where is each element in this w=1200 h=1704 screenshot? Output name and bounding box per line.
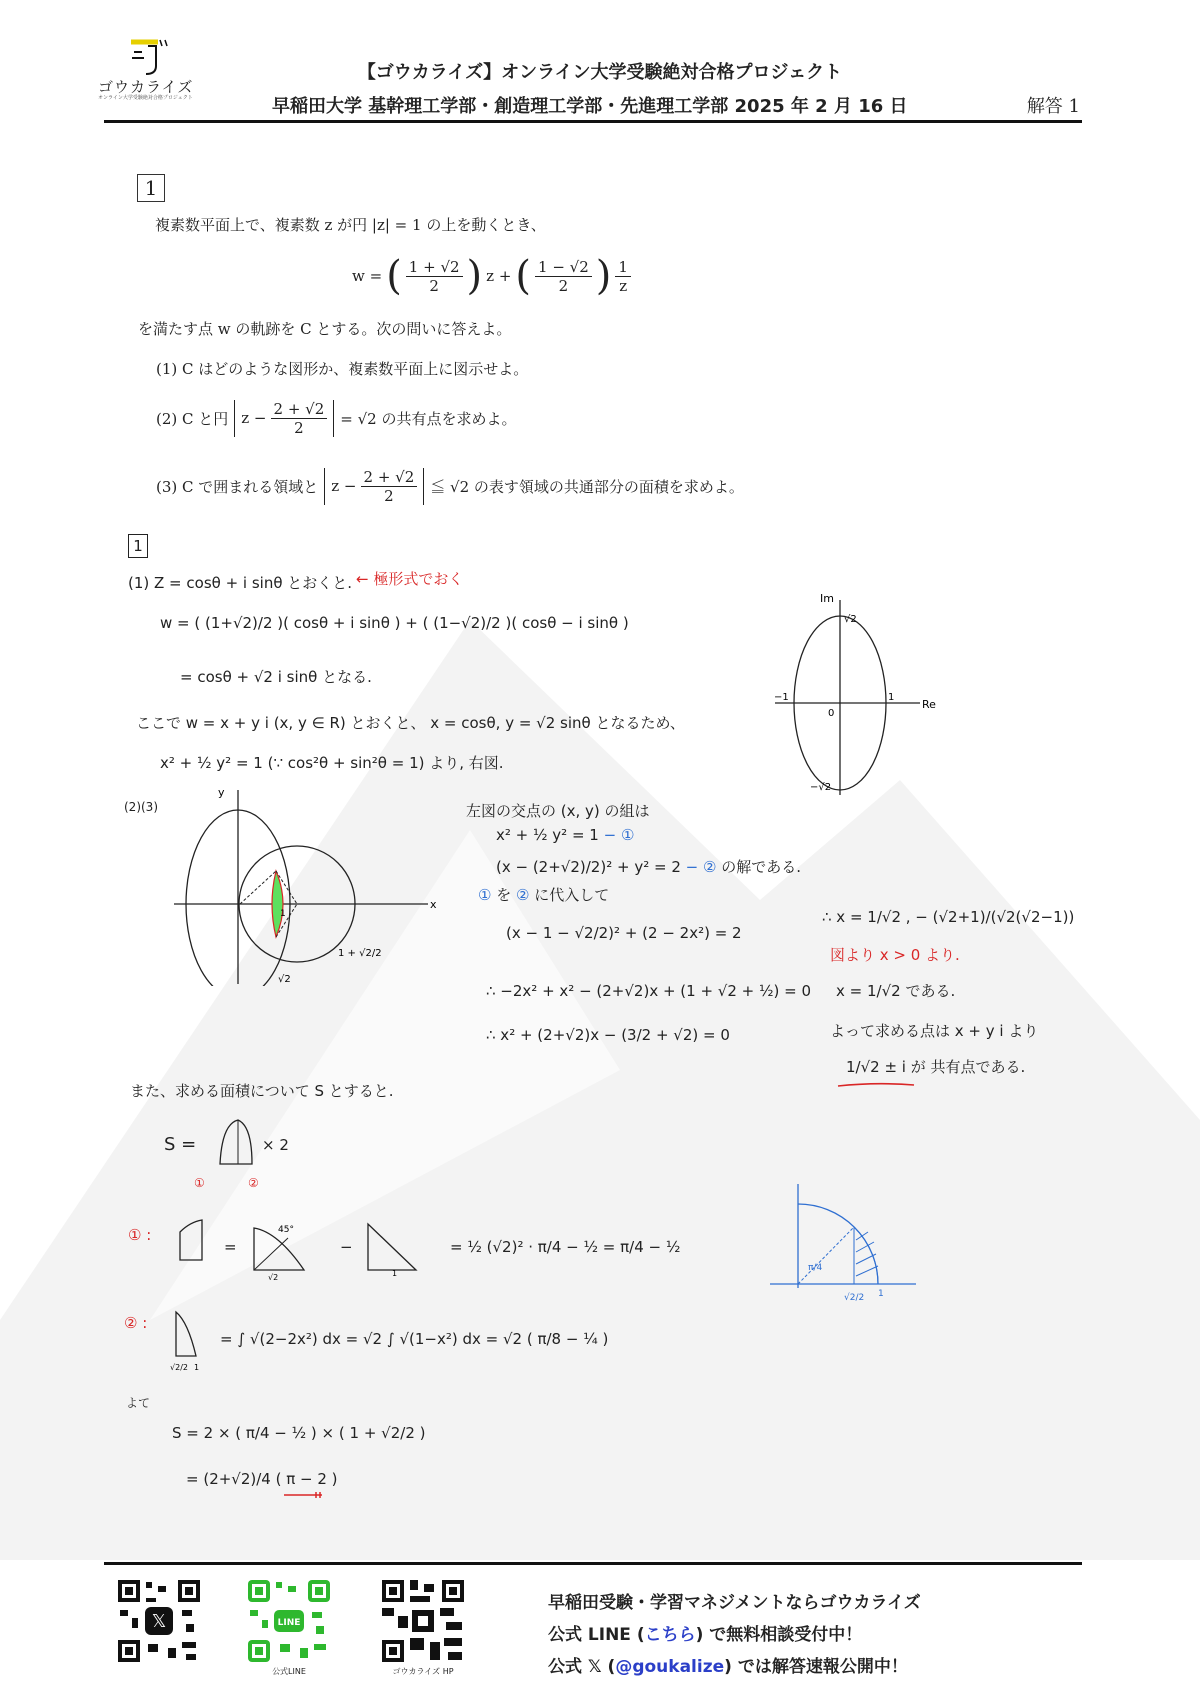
sol-r7: ∴ x² + (2+√2)x − (3/2 + √2) = 0: [486, 1026, 730, 1044]
sector-shape-icon: [248, 1218, 314, 1280]
lens-label-2: ②: [248, 1176, 259, 1190]
sol-note: ← 極形式でおく: [356, 570, 464, 588]
line-link[interactable]: こちら: [644, 1625, 696, 1645]
logo-text: ゴウカライズ: [98, 78, 194, 96]
sol-r2: x² + ½ y² = 1 − ①: [496, 826, 635, 844]
qr-x-icon[interactable]: [116, 1578, 202, 1664]
area2-shape-icon: [170, 1304, 204, 1374]
sol-s1: ∴ x = 1/√2 , − (√2+1)/(√2(√2−1)): [822, 908, 1075, 926]
problem-number: 1: [137, 174, 165, 202]
sol-line4: ここで w = x + y i (x, y ∈ R) とおくと、 x = cosθ, y = √2 sinθ となるため、: [136, 714, 685, 732]
final-underline: [282, 1490, 326, 1500]
sol-line5: x² + ½ y² = 1 (∵ cos²θ + sin²θ = 1) より, 右図.: [160, 754, 504, 772]
eq-zplus: z +: [486, 267, 512, 285]
area1-shape-icon: [176, 1216, 206, 1264]
sol-s4: よって求める点は x + y i より: [830, 1022, 1039, 1040]
question-3: (3) C で囲まれる領域と z − $\frac{2 + √2}{2}$ ≦ √2 の表す領域の共通部分の面積を求めよ。: [156, 467, 744, 505]
sol-r1: 左図の交点の (x, y) の組は: [466, 802, 650, 820]
footer-line2: 公式 LINE (こちら) で無料相談受付中！: [548, 1625, 863, 1645]
triangle-shape-icon: [362, 1216, 422, 1276]
area1-eq: =: [224, 1238, 237, 1256]
svg-text:√2: √2: [268, 1273, 279, 1280]
area1-result: = ½ (√2)² · π/4 − ½ = π/4 − ½: [450, 1238, 681, 1256]
svg-text:𝕏: 𝕏: [151, 1611, 167, 1632]
area2-result: = ∫ √(2−2x²) dx = √2 ∫ √(1−x²) dx = √2 ( π/8 − ¼ ): [220, 1330, 609, 1348]
qr-homepage-icon[interactable]: [380, 1578, 466, 1664]
svg-text:1: 1: [392, 1269, 398, 1276]
solution-box: 1: [128, 534, 148, 558]
eq-frac2: $\frac{1 - √2}{2}$: [535, 258, 592, 295]
qr-line-label: 公式LINE: [272, 1667, 306, 1676]
page-label: 解答 1: [1026, 96, 1080, 117]
svg-text:√2: √2: [844, 614, 857, 625]
circles-graph: [170, 786, 445, 986]
svg-text:π/4: π/4: [808, 1263, 823, 1273]
problem-equation: w = ( $\frac{1 + √2}{2}$ ) z + ( $\frac{1 - √2}{2}$ ) $\frac{1}{z}$: [352, 246, 631, 306]
page-subtitle: 早稲田大学 基幹理工学部・創造理工学部・先進理工学部 2025 年 2 月 16 日: [272, 96, 908, 117]
eq-frac1: $\frac{1 + √2}{2}$: [406, 258, 463, 295]
svg-text:y: y: [218, 786, 225, 799]
svg-text:−√2: −√2: [810, 782, 832, 793]
svg-text:1 + √2/2: 1 + √2/2: [338, 948, 382, 959]
area2-label: ② :: [124, 1314, 148, 1332]
svg-text:1: 1: [878, 1289, 884, 1299]
footer-line1: 早稲田受験・学習マネジメントならゴウカライズ: [548, 1593, 921, 1613]
s-equals: S =: [164, 1134, 197, 1155]
eq-inverse: $\frac{1}{z}$: [615, 258, 631, 295]
sol-s2: 図より x > 0 より.: [830, 946, 960, 964]
svg-text:Re: Re: [922, 698, 936, 711]
page-title: 【ゴウカライズ】オンライン大学受験絶対合格プロジェクト: [357, 62, 843, 83]
svg-text:0: 0: [828, 708, 835, 719]
sol-line3: = cosθ + √2 i sinθ となる.: [180, 668, 372, 686]
question-1: (1) C はどのような図形か、複素数平面上に図示せよ。: [156, 360, 529, 378]
svg-text:−1: −1: [774, 692, 789, 703]
qr-line-icon[interactable]: [246, 1578, 332, 1664]
svg-text:Im: Im: [820, 592, 834, 605]
qr-homepage-label: ゴウカライズ HP: [392, 1667, 454, 1676]
svg-text:1: 1: [888, 692, 895, 703]
x-account-link[interactable]: @goukalize: [615, 1657, 725, 1677]
sol-line1: (1) Z = cosθ + i sinθ とおくと.: [128, 574, 353, 592]
angle-45-label: 45°: [278, 1225, 294, 1235]
sol-r5: (x − 1 − √2/2)² + (2 − 2x²) = 2: [506, 924, 742, 942]
yotte-label: よて: [126, 1396, 151, 1410]
footer-line3: 公式 𝕏 (@goukalize) では解答速報公開中！: [548, 1657, 908, 1677]
answer-underline: [836, 1080, 916, 1090]
area-S1: S = 2 × ( π/4 − ½ ) × ( 1 + √2/2 ): [172, 1424, 426, 1442]
area1-minus: −: [340, 1238, 353, 1256]
area-intro: また、求める面積について S とすると.: [130, 1082, 394, 1100]
lens-shape-icon: [212, 1116, 262, 1172]
area-S2: = (2+√2)/4 ( π − 2 ): [186, 1470, 338, 1488]
svg-text:1: 1: [280, 909, 286, 919]
svg-text:LINE: LINE: [277, 1618, 301, 1628]
lens-label-1: ①: [194, 1176, 205, 1190]
sol-s3: x = 1/√2 である.: [836, 982, 956, 1000]
problem-statement: を満たす点 w の軌跡を C とする。次の問いに答えよ。: [138, 320, 512, 338]
header-rule: [104, 120, 1082, 123]
sol-r6: ∴ −2x² + x² − (2+√2)x + (1 + √2 + ½) = 0: [486, 982, 812, 1000]
times-two: × 2: [262, 1136, 289, 1154]
ellipse-graph: [770, 590, 950, 800]
sol-r3: (x − (2+√2)/2)² + y² = 2 − ② の解である.: [496, 858, 801, 876]
question-2: (2) C と円 z − $\frac{2 + √2}{2}$ = √2 の共有点を求めよ。: [156, 399, 517, 437]
problem-intro: 複素数平面上で、複素数 z が円 |z| = 1 の上を動くとき、: [155, 216, 546, 234]
sol-line2: w = ( (1+√2)/2 )( cosθ + i sinθ ) + ( (1−√2)/2 )( cosθ − i sinθ ): [160, 614, 629, 632]
footer-rule: [104, 1562, 1082, 1565]
svg-text:x: x: [430, 898, 437, 911]
sol-r4: ① を ② に代入して: [478, 886, 610, 904]
area1-label: ① :: [128, 1226, 152, 1244]
eq-w: w =: [352, 267, 383, 285]
sol-s5: 1/√2 ± i が 共有点である.: [846, 1058, 1026, 1076]
quarter-circle-graph: [768, 1180, 918, 1310]
logo-subtext: オンライン大学受験絶対合格プロジェクト: [98, 95, 193, 101]
svg-text:√2: √2: [278, 974, 291, 985]
svg-text:√2/2: √2/2: [170, 1363, 188, 1372]
part23-label: (2)(3): [124, 800, 158, 814]
svg-text:√2/2: √2/2: [844, 1293, 865, 1303]
svg-text:1: 1: [194, 1363, 200, 1372]
